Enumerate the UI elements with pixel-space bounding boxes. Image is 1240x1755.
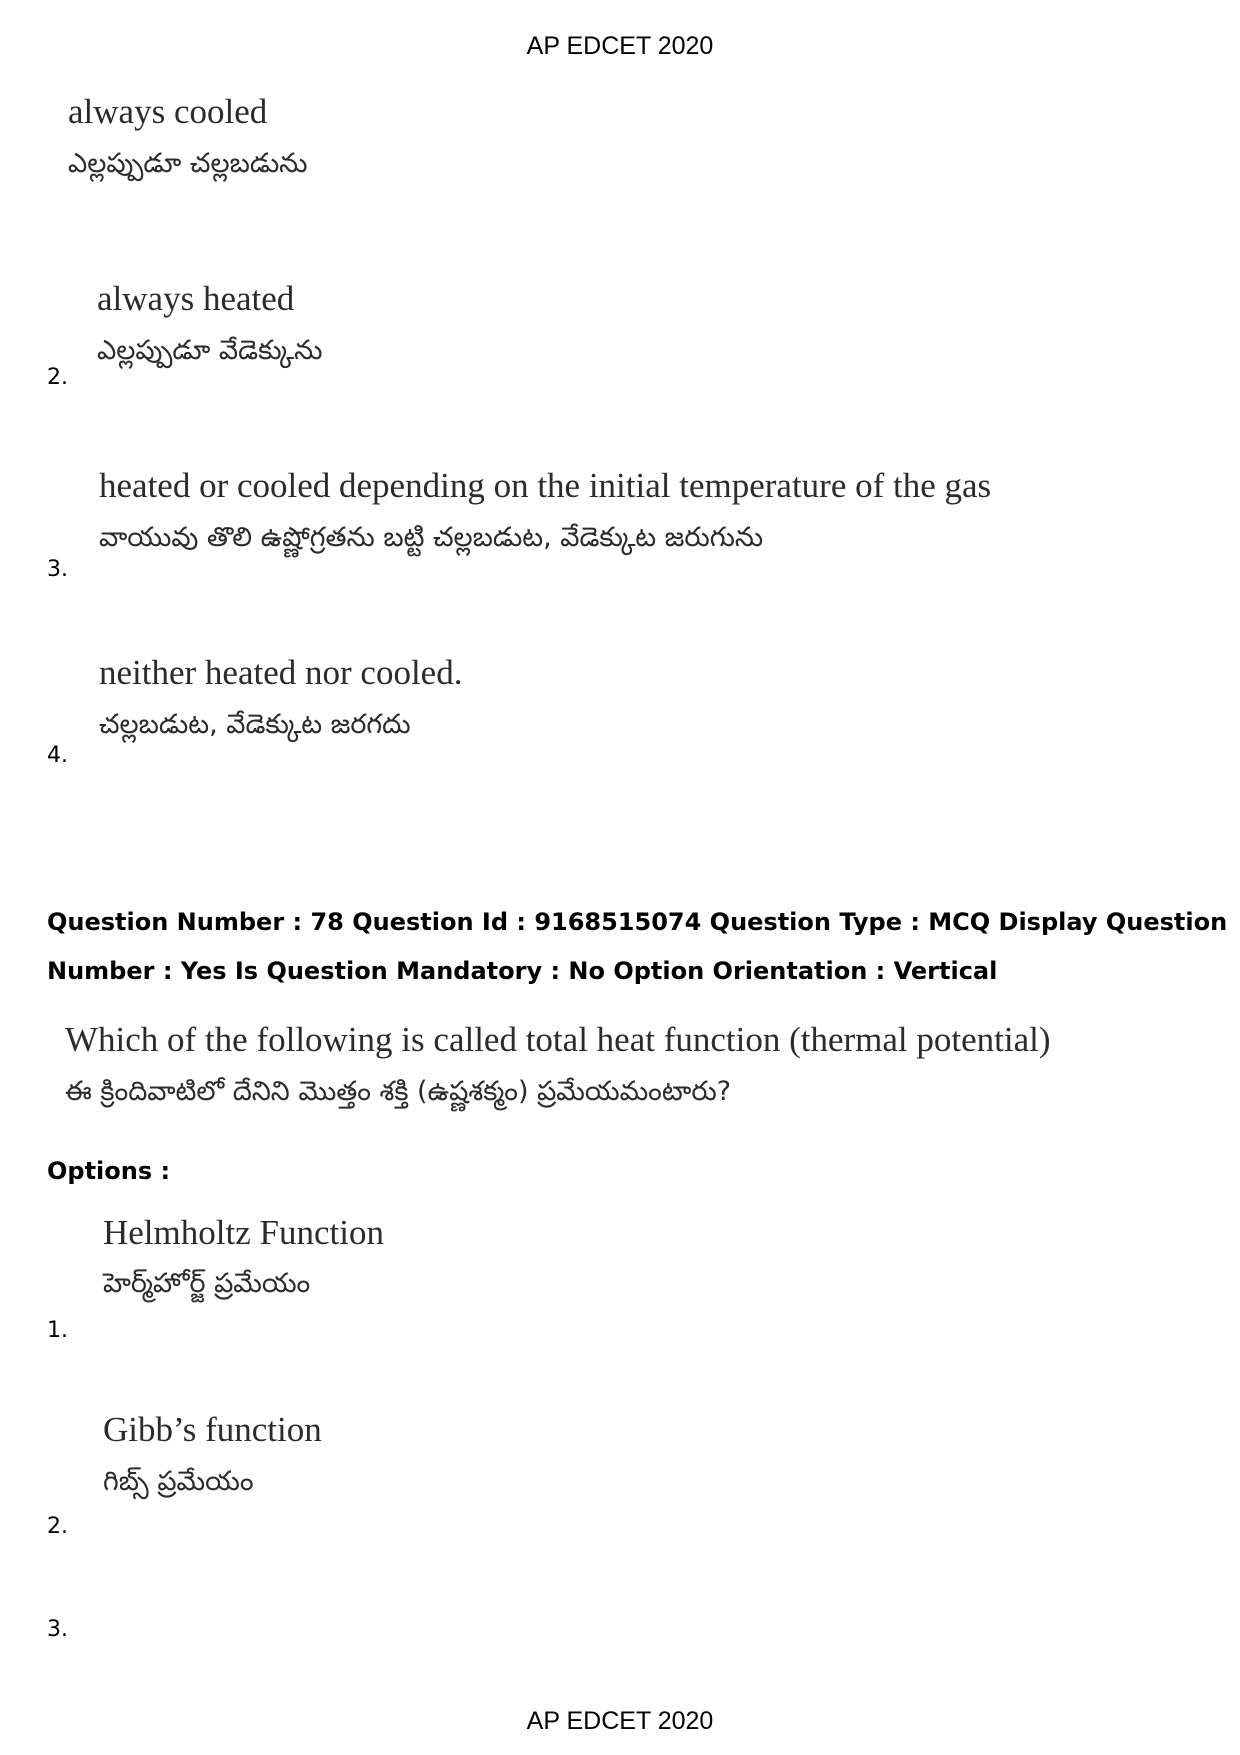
page-footer: AP EDCET 2020: [526, 1707, 714, 1735]
option-text-te: ఎల్లప్పుడూ చల్లబడును: [68, 148, 308, 179]
option-number: 3.: [47, 1617, 68, 1642]
option-number: 1.: [47, 1318, 68, 1343]
question-meta-line-2: Number : Yes Is Question Mandatory : No Option Orientation : Vertical: [47, 957, 998, 985]
option-number: 4.: [47, 743, 68, 768]
option-text-te: వాయువు తొలి ఉష్ణోగ్రతను బట్టి చల్లబడుట, వేడెక్కుట జరుగును: [99, 522, 764, 553]
question-text-en: Which of the following is called total heat function (thermal potential): [65, 1020, 1051, 1059]
option-text-en: Helmholtz Function: [103, 1213, 384, 1252]
question-text-te: ఈ క్రిందివాటిలో దేనిని మొత్తం శక్తి (ఉష్ణశక్మం) ప్రమేయమంటారు?: [65, 1076, 732, 1107]
option-text-te: గిబ్స్ ప్రమేయం: [103, 1466, 254, 1497]
option-text-te: చల్లబడుట, వేడెక్కుట జరగదు: [99, 709, 411, 740]
option-text-en: always cooled: [68, 92, 268, 131]
options-label: Options :: [47, 1157, 171, 1185]
option-text-en: Gibb’s function: [103, 1410, 322, 1449]
page-header: AP EDCET 2020: [526, 32, 714, 60]
option-text-en: heated or cooled depending on the initial temperature of the gas: [99, 466, 992, 505]
option-text-en: always heated: [97, 279, 295, 318]
option-number: 2.: [47, 365, 68, 390]
option-text-te: ఎల్లప్పుడూ వేడెక్కును: [97, 335, 323, 366]
option-number: 2.: [47, 1514, 68, 1539]
option-text-en: neither heated nor cooled.: [99, 653, 463, 692]
option-number: 3.: [47, 557, 68, 582]
question-meta-line-1: Question Number : 78 Question Id : 9168515074 Question Type : MCQ Display Question: [47, 908, 1228, 936]
option-text-te: హెర్మ్‌హోర్జ్ ప్రమేయం: [103, 1268, 311, 1299]
